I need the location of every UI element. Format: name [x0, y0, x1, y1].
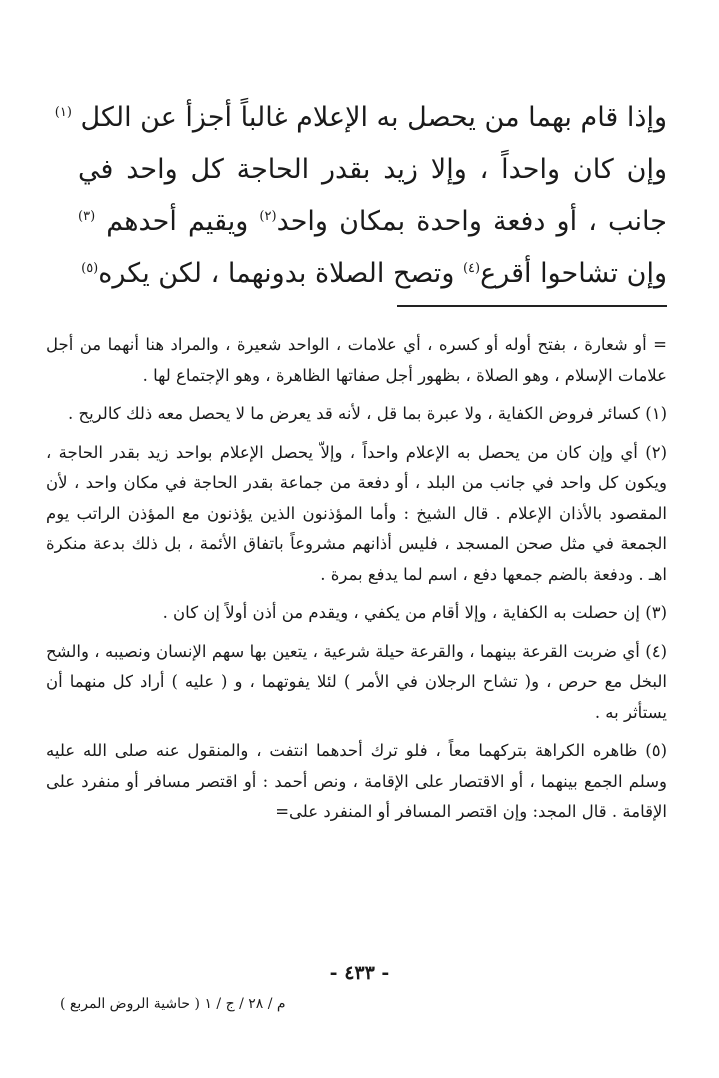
footnote-ref: (٤) [462, 261, 481, 276]
footnote-1: (١) كسائر فروض الكفاية ، ولا عبرة بما قل ، لأنه قد يعرض ما لا يحصل معه ذلك كالريح . [67, 404, 667, 423]
footnote-5: (٥) ظاهره الكراهة بتركهما معاً ، فلو ترك أحدهما انتفت ، والمنقول عنه صلى الله عليه وسلم الجمع بينهما ، أو الاقتصار على الإقامة ، ونص أحمد : أو اقتصر مسافر أو منفرد على الإقامة . قال المجد: وإن اقتصر المسافر أو المنفرد على= [46, 741, 667, 821]
footnote-separator [397, 305, 667, 307]
printer-signature: م / ٢٨ / ج / ١ ( حاشية الروض المربع ) [60, 996, 286, 1012]
footnote-ref: (٢) [259, 209, 277, 224]
main-text [54, 92, 667, 300]
footnote-ref: (١) [54, 105, 72, 120]
footnote-2: (٢) أي وإن كان من يحصل به الإعلام واحداً ، وإلاّ يحصل الإعلام بواحد زيد بقدر الحاجة ، ويكون كل واحد في جانب من البلد ، أو دفعة من جماعة بقدر الحاجة في مكان واحد ، لأن المقصود بالأذان الإعلام . قال الشيخ : وأما المؤذنون الذين يؤذنون مع المؤذن الراتب يوم الجمعة في مثل صحن المسجد ، فليس أذانهم مشروعاً باتفاق الأئمة ، بل ذلك بدعة منكرة اهـ . ودفعة بالضم جمعها دفع ، اسم لما يدفع بمرة . [46, 442, 667, 584]
footnote-3: (٣) إن حصلت به الكفاية ، وإلا أقام من يكفي ، ويقدم من أذن أولاً إن كان . [162, 603, 667, 622]
main-line: وإن كان واحداً ، وإلا زيد بقدر الحاجة كل واحد في [78, 154, 667, 185]
main-line: وإن تشاحوا أقرع$^{(٤)}$ وتصح الصلاة بدونهما ، لكن يكره$^{(٥)}$ [81, 258, 667, 289]
page-number: - ٤٣٣ - [329, 962, 390, 984]
main-line: وإذا قام بهما من يحصل به الإعلام غالباً أجزأ عن الكل $^{(١)}$ [54, 102, 667, 133]
footnote-continuation: = أو شعارة ، بفتح أوله أو كسره ، أي علامات ، الواحد شعيرة ، والمراد هنا أنهما من أجل علامات الإسلام ، وهو الصلاة ، بظهور أجل صفاتها الظاهرة ، وهو الإجتماع لها . [46, 335, 667, 385]
footnote-ref: (٥) [81, 261, 99, 276]
footnotes [46, 330, 667, 836]
footnote-4: (٤) أي ضربت القرعة بينهما ، والقرعة حيلة شرعية ، يتعين بها سهم الإنسان ونصيبه ، والشح البخل مع حرص ، و( تشاح الرجلان في الأمر ) لئلا يفوتهما ، و ( عليه ) أراد كل منهما أن يستأثر به . [46, 641, 667, 722]
main-line: جانب ، أو دفعة واحدة بمكان واحد$^{(٢)}$ ويقيم أحدهم $^{(٣)}$ [78, 206, 667, 237]
footnote-ref: (٣) [78, 209, 96, 224]
